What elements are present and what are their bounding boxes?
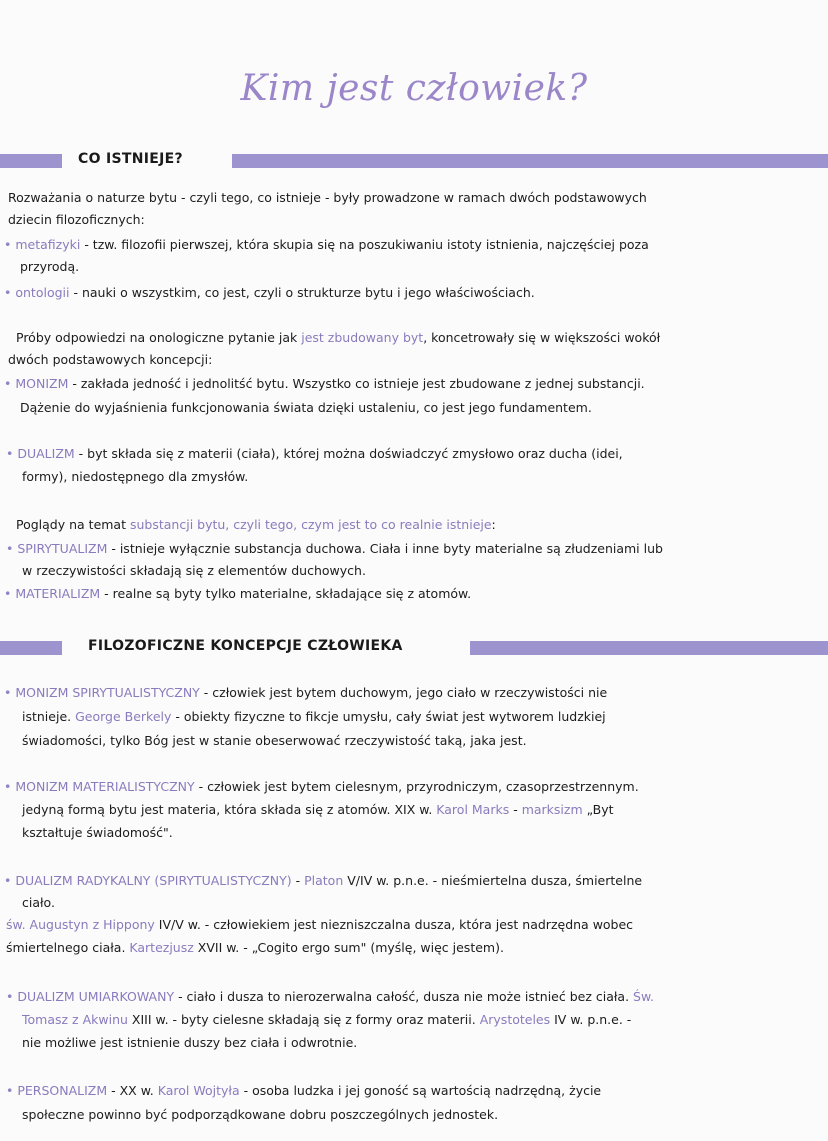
term: MONIZM SPIRYTUALISTYCZNY (15, 685, 200, 700)
monizm-spir-line-2 (22, 706, 606, 728)
list-item-materializm (4, 583, 471, 605)
list-item-personalizm (6, 1080, 601, 1102)
highlight: jest zbudowany byt (301, 330, 424, 345)
text: - zakłada jedność i jednolitść bytu. Wszystko co istnieje jest zbudowane z jednej substancji. (68, 376, 645, 391)
term: MATERIALIZM (15, 586, 101, 601)
bullet-icon: • (6, 1083, 14, 1098)
page-title: Kim jest człowiek? (240, 68, 588, 109)
text: XVII w. - „Cogito ergo sum" (myślę, więc jestem). (193, 940, 504, 955)
section-heading: FILOZOFICZNE KONCEPCJE CZŁOWIEKA (88, 638, 403, 654)
text: - obiekty fizyczne to fikcje umysłu, cały świat jest wytworem ludzkiej (171, 709, 606, 724)
list-item-dualizm-rad (4, 870, 642, 892)
dualizm-rad-line-3 (6, 914, 633, 936)
section-header-co-istnieje (0, 150, 828, 172)
header-bar-left (0, 154, 62, 168)
text: IV w. p.n.e. - (550, 1012, 632, 1027)
term: DUALIZM UMIARKOWANY (17, 989, 175, 1004)
highlight: substancji bytu, czyli tego, czym jest to co realnie istnieje (129, 517, 492, 532)
monizm-spir-line-3: świadomości, tylko Bóg jest w stanie obeserwować rzeczywistość taką, jaka jest. (22, 733, 527, 748)
bullet-icon: • (4, 237, 12, 252)
text: - ciało i dusza to nierozerwalna całość, dusza nie może istnieć bez ciała. (174, 989, 634, 1004)
text: - osoba ludzka i jej goność są wartością nadrzędną, życie (239, 1083, 602, 1098)
person-name: św. Augustyn z Hippony (6, 917, 155, 932)
list-item-monizm (4, 373, 645, 395)
person-name: Karol Marks (436, 802, 510, 817)
dualizm-umiark-line-2 (22, 1009, 631, 1031)
personalizm-line-2: społeczne powinno być podporządkowane dobru poszczególnych jednostek. (22, 1107, 499, 1122)
person-name: Platon (304, 873, 344, 888)
term: DUALIZM RADYKALNY (SPIRYTUALISTYCZNY) (15, 873, 292, 888)
text: istnieje. (22, 709, 76, 724)
list-item-monizm-cont: Dążenie do wyjaśnienia funkcjonowania świata dzięki ustaleniu, co jest jego fundamentem. (20, 400, 592, 415)
person-name: Karol Wojtyła (157, 1083, 240, 1098)
term: MONIZM (15, 376, 69, 391)
bullet-icon: • (4, 586, 12, 601)
section-heading: CO ISTNIEJE? (78, 151, 183, 167)
text: jedyną formą bytu jest materia, która składa się z atomów. XIX w. (22, 802, 437, 817)
proby-line-1 (16, 327, 660, 349)
section-header-koncepcje (0, 637, 828, 659)
list-item-metafizyka (4, 234, 649, 256)
dualizm-umiark-line-3: nie możliwe jest istnienie duszy bez ciała i odwrotnie. (22, 1035, 358, 1050)
term: SPIRYTUALIZM (17, 541, 108, 556)
list-item-spirytualizm-cont: w rzeczywistości składają się z elementów duchowych. (22, 563, 366, 578)
text: XIII w. - byty cielesne składają się z formy oraz materii. (127, 1012, 480, 1027)
term: MONIZM MATERIALISTYCZNY (15, 779, 195, 794)
list-item-dualizm-cont: formy), niedostępnego dla zmysłów. (22, 469, 249, 484)
bullet-icon: • (6, 989, 14, 1004)
dualizm-rad-line-4 (6, 937, 504, 959)
list-item-monizm-spir (4, 682, 607, 704)
header-bar-right (470, 641, 828, 655)
term: DUALIZM (17, 446, 75, 461)
term: PERSONALIZM (17, 1083, 108, 1098)
proby-line-2: dwóch podstawowych koncepcji: (8, 352, 213, 367)
person-name: Arystoteles (479, 1012, 551, 1027)
bullet-icon: • (4, 376, 12, 391)
text: - człowiek jest bytem cielesnym, przyrodniczym, czasoprzestrzennym. (194, 779, 639, 794)
list-item-dualizm-umiark (6, 986, 654, 1008)
list-item-dualizm (6, 443, 623, 465)
text: - tzw. filozofii pierwszej, która skupia się na poszukiwaniu istoty istnienia, najczęściej poza (80, 237, 649, 252)
text: - (291, 873, 305, 888)
person-name: Kartezjusz (129, 940, 194, 955)
term: ontologii (15, 285, 70, 300)
person-name: Tomasz z Akwinu (22, 1012, 128, 1027)
bullet-icon: • (4, 779, 12, 794)
person-name: Św. (633, 989, 655, 1004)
list-item-monizm-mat (4, 776, 639, 798)
text: - byt składa się z materii (ciała), której można doświadczyć zmysłowo oraz ducha (idei, (74, 446, 623, 461)
text: - istnieje wyłącznie substancja duchowa. Ciała i inne byty materialne są złudzeniami lub (107, 541, 663, 556)
text: - nauki o wszystkim, co jest, czyli o strukturze bytu i jego właściwościach. (69, 285, 535, 300)
text: Poglądy na temat (16, 517, 130, 532)
list-item-metafizyka-cont: przyrodą. (20, 259, 80, 274)
text: V/IV w. p.n.e. - nieśmiertelna dusza, śmiertelne (343, 873, 643, 888)
person-name: George Berkely (75, 709, 172, 724)
bullet-icon: • (4, 873, 12, 888)
text: „Byt (582, 802, 614, 817)
bullet-icon: • (6, 446, 14, 461)
bullet-icon: • (4, 685, 12, 700)
text: - (509, 802, 522, 817)
text: - realne są byty tylko materialne, składające się z atomów. (100, 586, 472, 601)
list-item-spirytualizm (6, 538, 663, 560)
list-item-ontologia (4, 282, 535, 304)
monizm-mat-line-3: kształtuje świadomość". (22, 825, 173, 840)
intro-line-1: Rozważania o naturze bytu - czyli tego, co istnieje - były prowadzone w ramach dwóch podstawowych (8, 190, 647, 205)
text: - człowiek jest bytem duchowym, jego ciało w rzeczywistości nie (199, 685, 608, 700)
text: - XX w. (107, 1083, 158, 1098)
text: śmiertelnego ciała. (6, 940, 130, 955)
monizm-mat-line-2 (22, 799, 614, 821)
text: , koncetrowały się w większości wokół (423, 330, 661, 345)
text: IV/V w. - człowiekiem jest niezniszczalna dusza, która jest nadrzędna wobec (154, 917, 634, 932)
term: metafizyki (15, 237, 81, 252)
header-bar-right (232, 154, 828, 168)
bullet-icon: • (6, 541, 14, 556)
bullet-icon: • (4, 285, 12, 300)
header-bar-left (0, 641, 62, 655)
text: : (491, 517, 496, 532)
dualizm-rad-line-2: ciało. (22, 895, 55, 910)
intro-line-2: dziecin filozoficznych: (8, 212, 145, 227)
poglady-line (16, 514, 496, 536)
concept-name: marksizm (521, 802, 583, 817)
text: Próby odpowiedzi na onologiczne pytanie jak (16, 330, 302, 345)
